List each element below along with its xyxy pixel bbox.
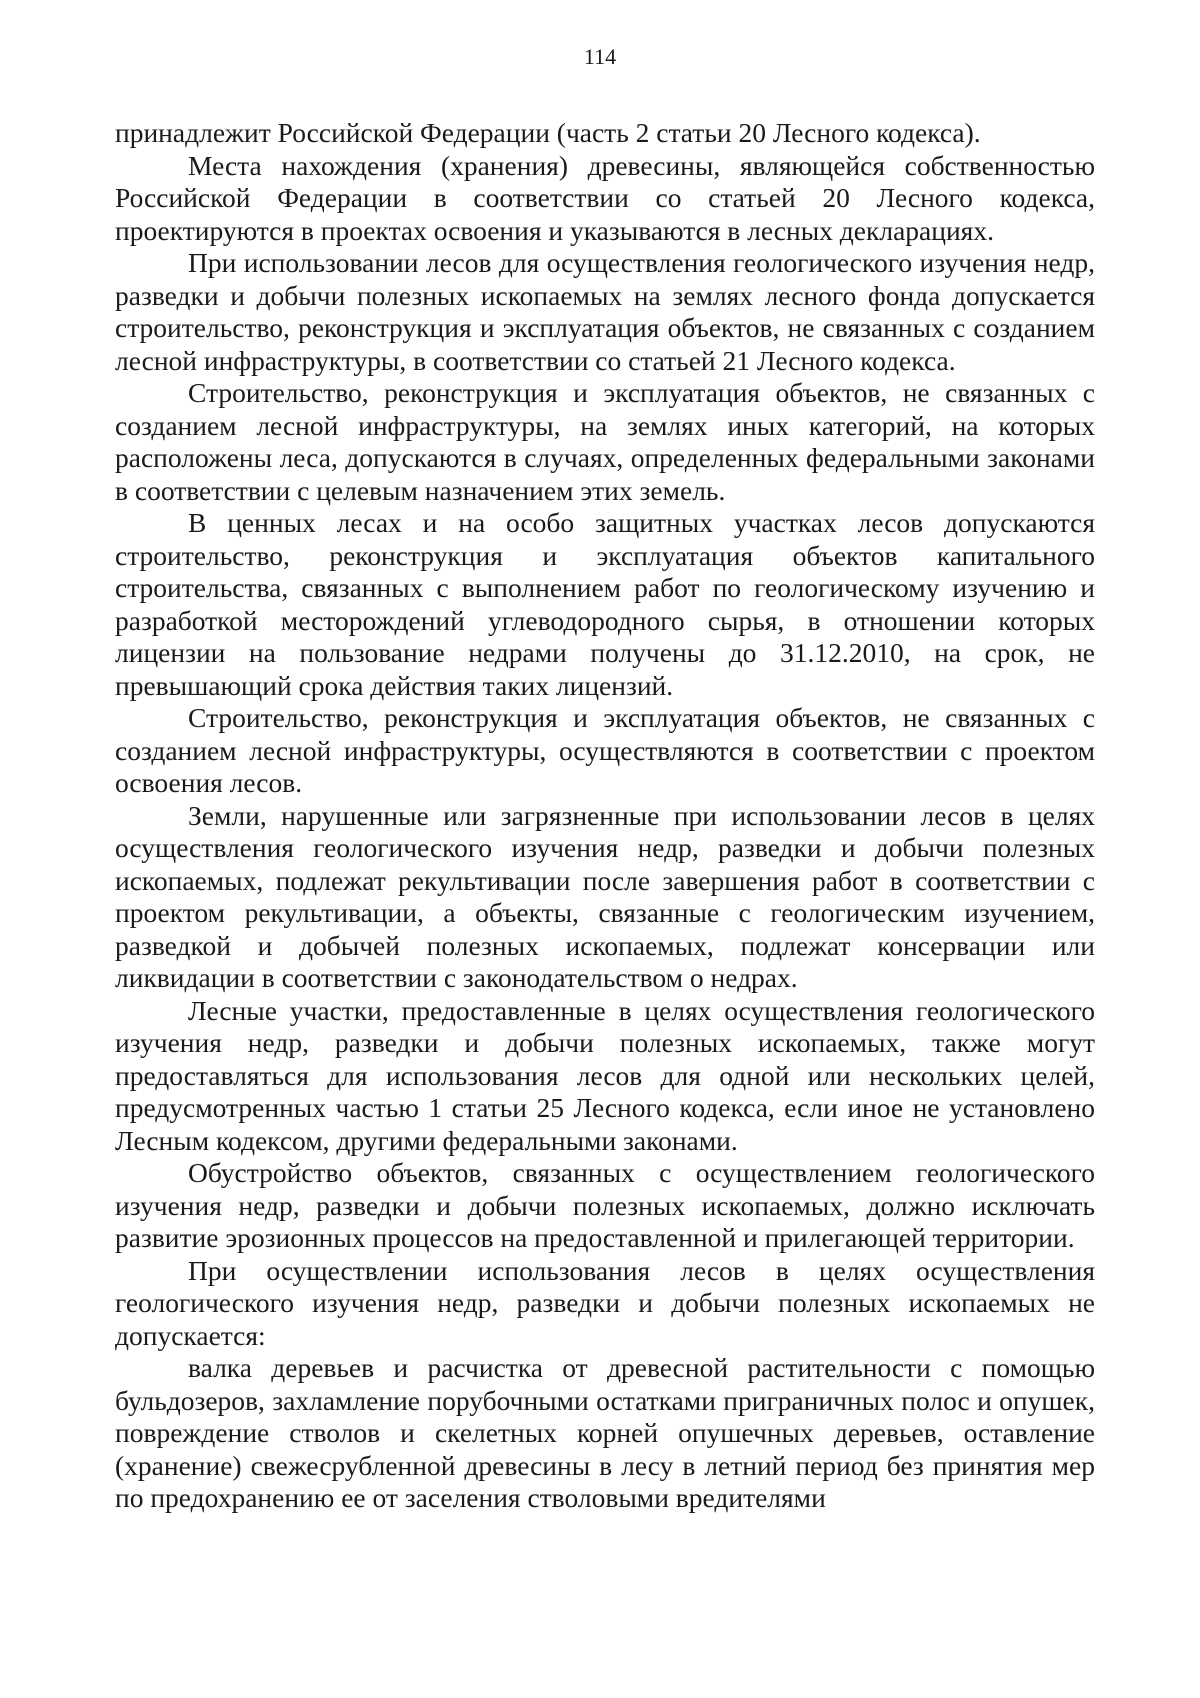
paragraph: Земли, нарушенные или загрязненные при использовании лесов в целях осуществления геологического изучения недр, разведки и добычи полезных ископаемых, подлежат рекультивации после завершения работ в соответствии с проектом рекультивации, а объекты, связанные с геологическим изучением, разведкой и добычей полезных ископаемых, подлежат консервации или ликвидации в соответствии с законодательством о недрах. xyxy=(115,799,1095,993)
body-text xyxy=(115,117,1095,1515)
paragraph: При использовании лесов для осуществления геологического изучения недр, разведки и добычи полезных ископаемых на землях лесного фонда допускается строительство, реконструкция и эксплуатация объектов, не связанных с созданием лесной инфраструктуры, в соответствии со статьей 21 Лесного кодекса. xyxy=(115,247,1095,376)
paragraph: Обустройство объектов, связанных с осуществлением геологического изучения недр, разведки и добычи полезных ископаемых, должно исключать развитие эрозионных процессов на предоставленной и прилегающей территории. xyxy=(115,1157,1095,1253)
paragraph: При осуществлении использования лесов в целях осуществления геологического изучения недр, разведки и добычи полезных ископаемых не допускается: xyxy=(115,1254,1095,1351)
paragraph: Строительство, реконструкция и эксплуатация объектов, не связанных с созданием лесной инфраструктуры, осуществляются в соответствии с проектом освоения лесов. xyxy=(115,702,1095,798)
paragraph: В ценных лесах и на особо защитных участках лесов допускаются строительство, реконструкция и эксплуатация объектов капитального строительства, связанных с выполнением работ по геологическому изучению и разработкой месторождений углеводородного сырья, в отношении которых лицензии на пользование недрами получены до 31.12.2010, на срок, не превышающий срока действия таких лицензий. xyxy=(115,507,1095,701)
page-number: 114 xyxy=(583,44,617,69)
paragraph-continuation: принадлежит Российской Федерации (часть 2 статьи 20 Лесного кодекса). xyxy=(115,117,981,148)
paragraph: Строительство, реконструкция и эксплуатация объектов, не связанных с созданием лесной инфраструктуры, на землях иных категорий, на которых расположены леса, допускаются в случаях, определенных федеральными законами в соответствии с целевым назначением этих земель. xyxy=(115,377,1095,506)
paragraph: Места нахождения (хранения) древесины, являющейся собственностью Российской Федерации в соответствии со статьей 20 Лесного кодекса, проектируются в проектах освоения и указываются в лесных декларациях. xyxy=(115,149,1095,246)
paragraph: Лесные участки, предоставленные в целях осуществления геологического изучения недр, разведки и добычи полезных ископаемых, также могут предоставляться для использования лесов для одной или нескольких целей, предусмотренных частью 1 статьи 25 Лесного кодекса, если иное не установлено Лесным кодексом, другими федеральными законами. xyxy=(115,994,1095,1156)
paragraph-list-item: валка деревьев и расчистка от древесной растительности с помощью бульдозеров, захламление порубочными остатками приграничных полос и опушек, повреждение стволов и скелетных корней опушечных деревьев, оставление (хранение) свежесрубленной древесины в лесу в летний период без принятия мер по предохранению ее от заселения стволовыми вредителями xyxy=(115,1352,1095,1513)
